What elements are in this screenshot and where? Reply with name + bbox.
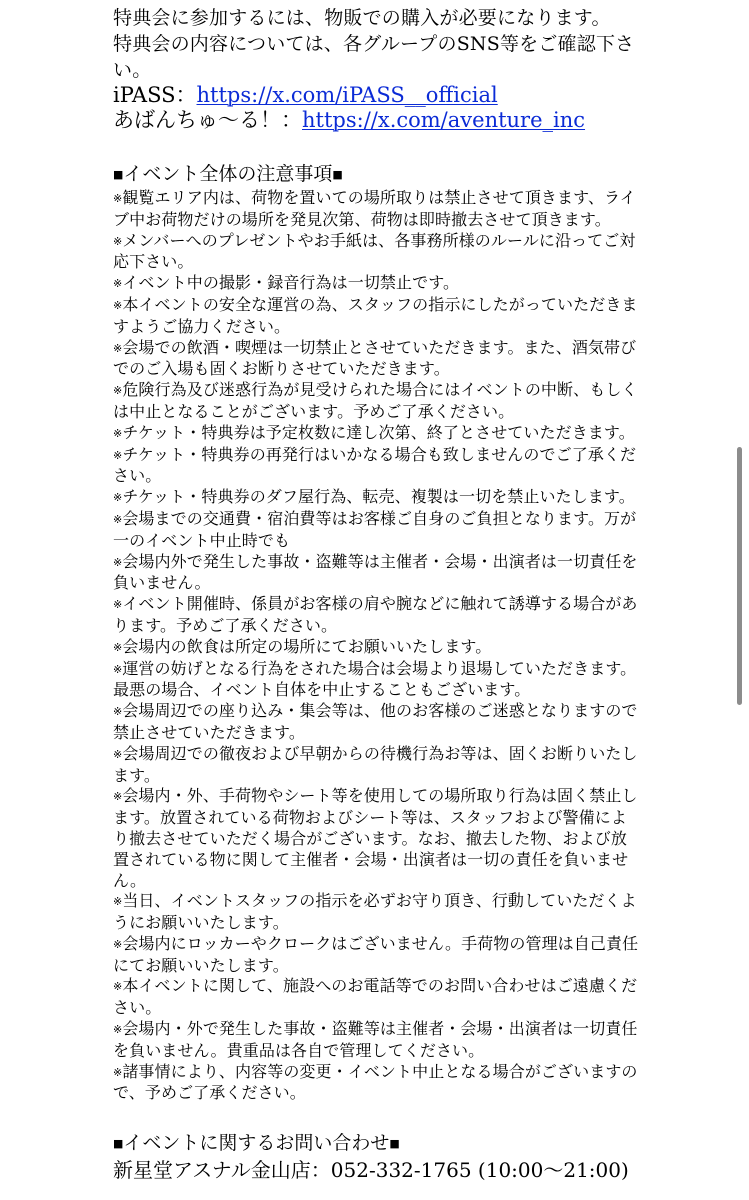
square-bullet-icon: ■ <box>332 168 343 181</box>
notice-item-text: 会場での飲酒・喫煙は一切禁止とさせていただきます。また、酒気帯びでのご入場も固くお断りさせていただきます。 <box>113 337 637 379</box>
notice-item <box>113 701 639 744</box>
notice-item <box>113 637 639 659</box>
contact-heading-text: イベントに関するお問い合わせ <box>123 1132 390 1155</box>
notice-item-text: イベント中の撮影・録音行為は一切禁止です。 <box>122 273 460 293</box>
vertical-scrollbar-thumb[interactable] <box>737 447 742 705</box>
notice-item <box>113 188 639 231</box>
notice-item <box>113 976 639 1019</box>
notice-item <box>113 273 639 295</box>
notice-item-text: 危険行為及び迷惑行為が見受けられた場合にはイベントの中断、もしくは中止となることがございます。予めご了承ください。 <box>113 380 638 421</box>
notice-item <box>113 744 639 787</box>
notice-item-text: チケット・特典券の再発行はいかなる場合も致しませんのでご了承ください。 <box>113 444 637 486</box>
ipass-x-link[interactable]: https://x.com/iPASS__official <box>196 83 498 107</box>
intro-line: 特典会に参加するには、物販での購入が必要になります。 <box>113 7 611 29</box>
notice-item <box>113 487 639 509</box>
reference-mark-icon: ※ <box>113 277 123 291</box>
square-bullet-icon: ■ <box>389 1137 400 1151</box>
notice-item <box>113 1062 639 1105</box>
reference-mark-icon: ※ <box>113 895 123 909</box>
event-notice-text <box>113 5 639 1184</box>
reference-mark-icon: ※ <box>113 192 123 205</box>
ipass-link-label: iPASS： <box>113 83 197 107</box>
reference-mark-icon: ※ <box>113 747 123 761</box>
aventure-link-label: あばんちゅ〜る！： <box>113 108 302 132</box>
notice-item-text: イベント開催時、係員がお客様の肩や腕などに触れて誘導する場合があります。予めご了承ください。 <box>113 594 638 635</box>
notice-item <box>113 338 639 381</box>
notice-item <box>113 891 639 934</box>
reference-mark-icon: ※ <box>113 512 123 526</box>
notice-item-text: 本イベントに関して、施設へのお電話等でのお問い合わせはご遠慮ください。 <box>113 976 638 1018</box>
reference-mark-icon: ※ <box>113 662 123 676</box>
reference-mark-icon: ※ <box>113 980 123 994</box>
notice-item <box>113 552 639 595</box>
reference-mark-icon: ※ <box>113 1065 123 1079</box>
notices-heading-text: イベント全体の注意事項 <box>123 163 333 185</box>
spacer <box>113 133 639 161</box>
notice-item <box>113 786 639 891</box>
reference-mark-icon: ※ <box>113 426 123 440</box>
notice-item-text: チケット・特典券は予定枚数に達し次第、終了とさせていただきます。 <box>122 422 635 442</box>
notice-item <box>113 231 639 274</box>
reference-mark-icon: ※ <box>113 298 123 312</box>
notice-item <box>113 509 639 552</box>
notice-item <box>113 380 639 423</box>
notice-item-text: 会場周辺での徹夜および早朝からの待機行為お等は、固くお断りいたします。 <box>113 743 638 785</box>
reference-mark-icon: ※ <box>113 1023 123 1037</box>
reference-mark-icon: ※ <box>113 705 123 719</box>
notice-item-text: メンバーへのプレゼントやお手紙は、各事務所様のルールに沿ってご対応下さい。 <box>113 230 636 272</box>
reference-mark-icon: ※ <box>113 598 123 612</box>
notice-item <box>113 1019 639 1062</box>
notice-item-text: 会場内外で発生した事故・盗難等は主催者・会場・出演者は一切責任を負いません。 <box>113 551 638 593</box>
aventure-link-line <box>113 108 639 133</box>
notices-list <box>113 188 639 1104</box>
notice-item-text: 観覧エリア内は、荷物を置いての場所取りは禁止させて頂きます、ライブ中お荷物だけの場所を発見次第、荷物は即時撤去させて頂きます。 <box>113 188 636 229</box>
notice-item-text: チケット・特典券のダフ屋行為、転売、複製は一切を禁止いたします。 <box>122 487 635 507</box>
reference-mark-icon: ※ <box>113 555 123 569</box>
notice-item-text: 会場内にロッカーやクロークはございません。手荷物の管理は自己責任にてお願いいたします。 <box>113 933 639 975</box>
notice-item <box>113 295 639 338</box>
reference-mark-icon: ※ <box>113 937 123 951</box>
notice-item-text: 会場までの交通費・宿泊費等はお客様ご自身のご負担となります。万が一のイベント中止時でも <box>113 508 637 550</box>
notice-item-text: 会場内・外、手荷物やシート等を使用しての場所取り行為は固く禁止します。放置されている荷物およびシート等は、スタッフおよび警備により撤去させていただく場合がございます。なお、撤去した物、および放置されている物に関して主催者・会場・出演者は一切の責任を負いません。 <box>113 786 638 890</box>
notices-heading <box>113 161 639 188</box>
contact-heading <box>113 1130 639 1157</box>
reference-mark-icon: ※ <box>113 384 123 398</box>
notice-item <box>113 659 639 702</box>
notice-item <box>113 423 639 445</box>
notice-item-text: 本イベントの安全な運営の為、スタッフの指示にしたがっていただきますようご協力ください。 <box>113 294 638 336</box>
reference-mark-icon: ※ <box>113 790 123 804</box>
notice-item-text: 会場内・外で発生した事故・盗難等は主催者・会場・出演者は一切責任を負いません。貴重品は各自で管理してください。 <box>113 1019 638 1060</box>
notice-item <box>113 445 639 488</box>
contact-store-line: 新星堂アスナル金山店：052-332-1765 (10:00〜21:00) <box>113 1158 629 1183</box>
intro-line: 特典会の内容については、各グループのSNS等をご確認下さい。 <box>113 33 635 81</box>
spacer <box>113 1104 639 1130</box>
reference-mark-icon: ※ <box>113 448 123 462</box>
reference-mark-icon: ※ <box>113 341 123 355</box>
notice-item-text: 運営の妨げとなる行為をされた場合は会場より退場していただきます。最悪の場合、イベント自体を中止することもございます。 <box>113 658 637 700</box>
reference-mark-icon: ※ <box>113 640 123 654</box>
notice-item-text: 会場周辺での座り込み・集会等は、他のお客様のご迷惑となりますので禁止させていただきます。 <box>113 701 638 742</box>
square-bullet-icon: ■ <box>113 168 124 181</box>
reference-mark-icon: ※ <box>113 491 123 505</box>
notice-item-text: 会場内の飲食は所定の場所にてお願いいたします。 <box>122 636 492 656</box>
ipass-link-line <box>113 83 639 108</box>
notice-item-text: 諸事情により、内容等の変更・イベント中止となる場合がございますので、予めご了承ください。 <box>113 1061 638 1103</box>
aventure-x-link[interactable]: https://x.com/aventure_inc <box>302 108 586 132</box>
reference-mark-icon: ※ <box>113 234 123 248</box>
notice-item-text: 当日、イベントスタッフの指示を必ずお守り頂き、行動していただくようにお願いいたします。 <box>113 891 637 933</box>
square-bullet-icon: ■ <box>113 1137 124 1151</box>
notice-item <box>113 594 639 637</box>
notice-item <box>113 934 639 977</box>
